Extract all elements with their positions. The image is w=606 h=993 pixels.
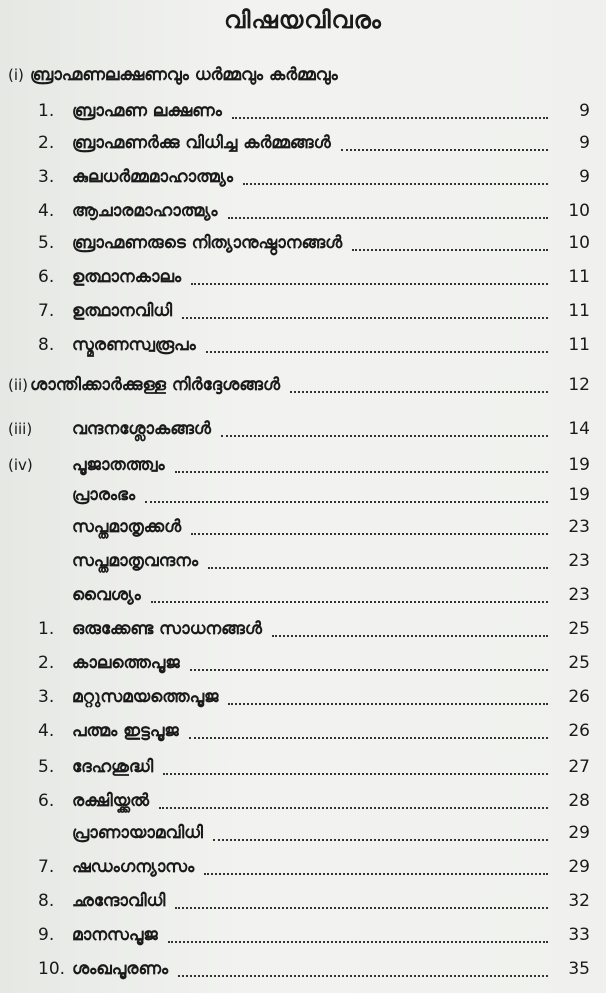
entry-number: 8. (38, 335, 55, 355)
entry-title: മറ്റുസമയത്തെപൂജ (72, 687, 219, 707)
entry-title: ബ്രാഹ്മണരുടെ നിത്യാനുഷ്ഠാനങ്ങൾ (72, 233, 343, 253)
toc-entry (0, 262, 606, 292)
entry-title: ശാന്തിക്കാർക്കുള്ള നിർദ്ദേശങ്ങൾ (30, 375, 281, 395)
entry-title: പ്രാണായാമവിധി (72, 823, 203, 843)
leader-dots (191, 281, 548, 285)
entry-title: ബ്രാഹ്മണലക്ഷണവും ധർമ്മവും കർമ്മവും (30, 65, 338, 85)
page-number: 32 (568, 891, 590, 911)
entry-number: 4. (38, 201, 55, 221)
entry-title: കുലധർമ്മമാഹാത്മ്യം (72, 167, 233, 187)
entry-number: 6. (38, 267, 55, 287)
toc-entry (0, 580, 606, 610)
leader-dots (190, 667, 548, 671)
entry-title: കാലത്തെപൂജ (72, 653, 180, 673)
entry-number: 5. (38, 757, 55, 777)
toc-entry (0, 920, 606, 950)
toc-entry (0, 546, 606, 576)
leader-dots (290, 389, 548, 393)
entry-number: 9. (38, 925, 55, 945)
toc-entry (0, 716, 606, 746)
leader-dots (175, 469, 548, 473)
entry-title: രക്ഷിയ്ക്കൽ (72, 791, 150, 811)
page-title: വിഷയവിവരം (224, 6, 382, 34)
leader-dots (228, 701, 548, 705)
page-number: 25 (568, 619, 590, 639)
page-number: 14 (568, 419, 590, 439)
entry-number: 2. (38, 653, 55, 673)
entry-title: പൂജാതത്ത്വം (72, 455, 165, 475)
page-number: 25 (568, 653, 590, 673)
entry-number: 1. (38, 101, 55, 121)
entry-number: (iv) (8, 456, 33, 474)
toc-entry (0, 228, 606, 258)
page-number: 35 (568, 959, 590, 979)
leader-dots (232, 115, 548, 119)
leader-dots (159, 805, 548, 809)
leader-dots (204, 871, 548, 875)
page-number: 26 (568, 721, 590, 741)
leader-dots (272, 633, 548, 637)
page-number: 12 (568, 375, 590, 395)
leader-dots (145, 499, 548, 503)
entry-title: ഒരുക്കേണ്ട സാധനങ്ങൾ (72, 619, 262, 639)
page-number: 27 (568, 757, 590, 777)
page-number: 19 (568, 485, 590, 505)
toc-entry (0, 196, 606, 226)
page-number: 23 (568, 585, 590, 605)
toc-entry (0, 852, 606, 882)
entry-number: 4. (38, 721, 55, 741)
entry-number: 7. (38, 301, 55, 321)
entry-title: വൈശ്യം (72, 585, 141, 605)
leader-dots (341, 147, 548, 151)
entry-number: 8. (38, 891, 55, 911)
page-number: 11 (568, 335, 590, 355)
toc-entry (0, 450, 606, 480)
toc-entry (0, 682, 606, 712)
leader-dots (213, 837, 548, 841)
entry-title: ആചാരമാഹാത്മ്യം (72, 201, 218, 221)
leader-dots (178, 973, 548, 977)
entry-number: 5. (38, 233, 55, 253)
leader-dots (228, 215, 548, 219)
page-number: 9 (579, 133, 590, 153)
entry-title: ഉത്ഥാനവിധി (72, 301, 173, 321)
page-number: 29 (568, 823, 590, 843)
toc-entry (0, 786, 606, 816)
entry-title: സ്മരണസ്വരൂപം (72, 335, 196, 355)
leader-dots (191, 531, 548, 535)
entry-number: 2. (38, 133, 55, 153)
entry-title: വന്ദനശ്ലോകങ്ങൾ (72, 419, 211, 439)
entry-title: ദേഹശുദ്ധി (72, 757, 154, 777)
entry-title: ഷഡംഗന്യാസം (72, 857, 195, 877)
leader-dots (189, 735, 548, 739)
page-number: 11 (568, 267, 590, 287)
entry-number: 10. (38, 959, 66, 979)
entry-title: ബ്രാഹ്മണ ലക്ഷണം (72, 101, 222, 121)
toc-entry (0, 614, 606, 644)
toc-entry (0, 128, 606, 158)
entry-number: 3. (38, 167, 55, 187)
toc-entry (0, 886, 606, 916)
toc-entry (0, 162, 606, 192)
leader-dots (221, 433, 548, 437)
toc-entry (0, 60, 606, 90)
entry-title: ഛന്ദോവിധി (72, 891, 166, 911)
entry-title: സപ്തമാതൃവന്ദനം (72, 551, 199, 571)
toc-entry (0, 752, 606, 782)
leader-dots (175, 905, 548, 909)
toc-entry (0, 414, 606, 444)
page-number: 10 (568, 233, 590, 253)
toc-entry (0, 296, 606, 326)
entry-number: (iii) (8, 420, 33, 438)
toc-entry (0, 370, 606, 400)
entry-title: ഉത്ഥാനകാലം (72, 267, 182, 287)
page-number: 23 (568, 517, 590, 537)
entry-number: (ii) (8, 376, 29, 394)
page-number: 33 (568, 925, 590, 945)
entry-title: പ്രാരംഭം (72, 485, 136, 505)
entry-title: മാനസപൂജ (72, 925, 158, 945)
entry-title: പത്മം ഇട്ടപൂജ (72, 721, 179, 741)
leader-dots (208, 565, 548, 569)
page-number: 19 (568, 455, 590, 475)
toc-entry (0, 96, 606, 126)
entry-number: 7. (38, 857, 55, 877)
leader-dots (163, 771, 548, 775)
toc-entry (0, 330, 606, 360)
toc-entry (0, 648, 606, 678)
page-number: 26 (568, 687, 590, 707)
toc-entry (0, 954, 606, 984)
toc-entry (0, 480, 606, 510)
entry-title: ശംഖപൂരണം (72, 959, 169, 979)
leader-dots (206, 349, 548, 353)
page-number: 11 (568, 301, 590, 321)
entry-title: ബ്രാഹ്മണർക്കു വിധിച്ച കർമ്മങ്ങൾ (72, 133, 331, 153)
page-number: 9 (579, 167, 590, 187)
leader-dots (168, 939, 548, 943)
leader-dots (352, 247, 548, 251)
entry-number: 1. (38, 619, 55, 639)
entry-title: സപ്തമാതൃക്കൾ (72, 517, 182, 537)
entry-number: 3. (38, 687, 55, 707)
page-number: 29 (568, 857, 590, 877)
page-number: 23 (568, 551, 590, 571)
leader-dots (243, 181, 548, 185)
toc-entry (0, 818, 606, 848)
leader-dots (151, 599, 548, 603)
entry-number: (i) (8, 66, 24, 84)
entry-number: 6. (38, 791, 55, 811)
leader-dots (182, 315, 548, 319)
page-number: 10 (568, 201, 590, 221)
page-number: 9 (579, 101, 590, 121)
page-number: 28 (568, 791, 590, 811)
toc-entry (0, 512, 606, 542)
